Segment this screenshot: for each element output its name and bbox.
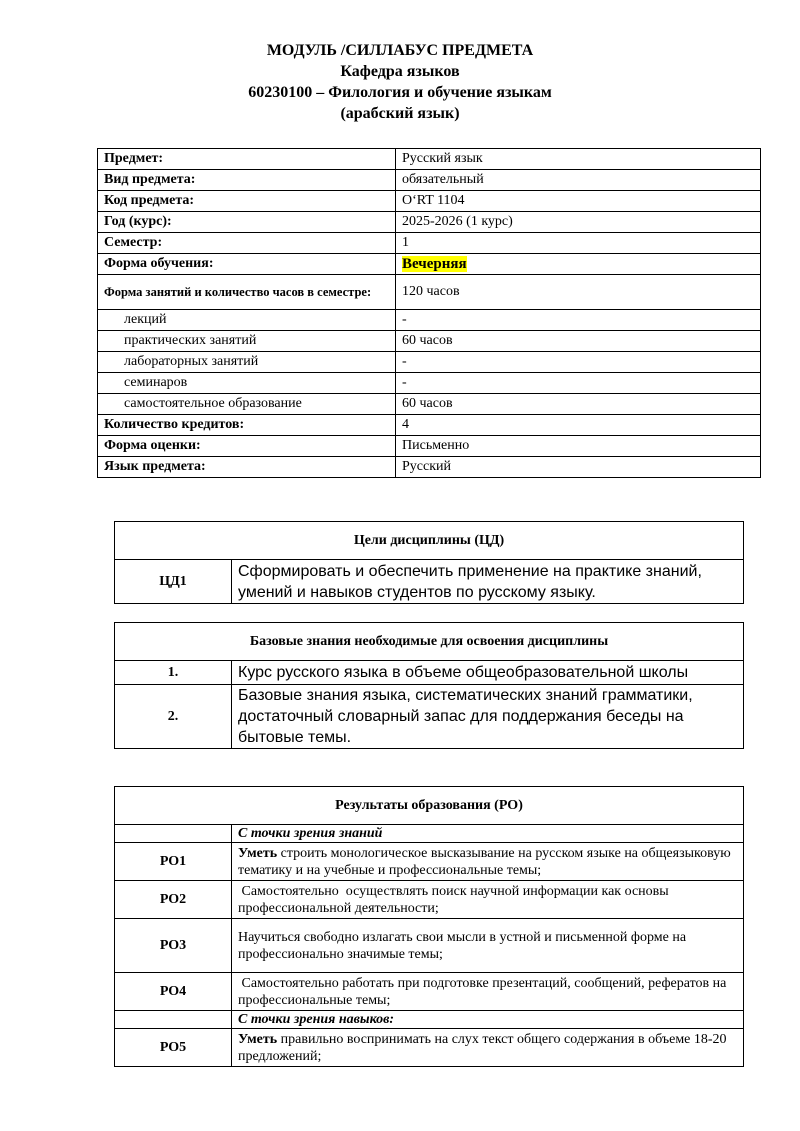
- info-value: -: [396, 310, 761, 331]
- outcome-number: РО1: [115, 843, 232, 881]
- table-row: [115, 881, 744, 919]
- base-knowledge-table: [114, 622, 744, 749]
- table-row: [115, 661, 744, 685]
- info-row: [98, 331, 761, 352]
- department-title: Кафедра языков: [340, 63, 460, 80]
- empty-cell: [115, 1011, 232, 1029]
- info-value: обязательный: [396, 170, 761, 191]
- table-header-row: [115, 787, 744, 825]
- table-header-row: [115, 623, 744, 661]
- info-value: Письменно: [396, 436, 761, 457]
- goals-title: Цели дисциплины (ЦД): [115, 522, 744, 560]
- outcome-bold-verb: Уметь: [238, 1031, 278, 1047]
- info-label: Год (курс):: [98, 212, 396, 233]
- info-value: [396, 254, 761, 275]
- info-label: лекций: [98, 310, 396, 331]
- category-knowledge: С точки зрения знаний: [232, 825, 744, 843]
- info-label: лабораторных занятий: [98, 352, 396, 373]
- outcome-text: [232, 843, 744, 881]
- info-value: -: [396, 352, 761, 373]
- outcome-text: Самостоятельно работать при подготовке презентаций, сообщений, рефератов на профессиональные темы;: [232, 973, 744, 1011]
- info-row: [98, 415, 761, 436]
- info-row: [98, 352, 761, 373]
- info-label: Предмет:: [98, 149, 396, 170]
- results-title: Результаты образования (РО): [115, 787, 744, 825]
- outcome-line: профессионально значимые темы;: [238, 946, 443, 962]
- learning-outcomes-table: [114, 786, 744, 1067]
- info-label: Код предмета:: [98, 191, 396, 212]
- info-row: [98, 170, 761, 191]
- outcome-number: РО3: [115, 919, 232, 973]
- outcome-bold-verb: Уметь: [238, 845, 278, 861]
- info-value: 2025-2026 (1 курс): [396, 212, 761, 233]
- info-label: Семестр:: [98, 233, 396, 254]
- outcome-number: РО5: [115, 1029, 232, 1067]
- info-row: [98, 254, 761, 275]
- base-number: 1.: [115, 661, 232, 685]
- info-label: практических занятий: [98, 331, 396, 352]
- info-value: 1: [396, 233, 761, 254]
- info-value: Русский язык: [396, 149, 761, 170]
- program-title: 60230100 – Филология и обучение языкам: [248, 84, 552, 101]
- table-row: [115, 973, 744, 1011]
- base-number: 2.: [115, 685, 232, 749]
- info-value: -: [396, 373, 761, 394]
- outcome-line: Научиться свободно излагать свои мысли в устной и письменной форме на: [238, 929, 687, 945]
- base-text: Курс русского языка в объеме общеобразовательной школы: [232, 661, 744, 685]
- base-title: Базовые знания необходимые для освоения дисциплины: [115, 623, 744, 661]
- info-label: Язык предмета:: [98, 457, 396, 478]
- info-label: самостоятельное образование: [98, 394, 396, 415]
- empty-cell: [115, 825, 232, 843]
- info-row: [98, 373, 761, 394]
- info-label: Вид предмета:: [98, 170, 396, 191]
- category-skills: С точки зрения навыков:: [232, 1011, 744, 1029]
- base-text: Базовые знания языка, систематических знаний грамматики, достаточный словарный запас для поддержания беседы на бытовые темы.: [232, 685, 744, 749]
- info-value: 120 часов: [396, 275, 761, 310]
- language-subtitle: (арабский язык): [340, 105, 460, 122]
- table-row: [115, 685, 744, 749]
- table-row: [115, 843, 744, 881]
- category-row: [115, 825, 744, 843]
- goals-table: [114, 521, 744, 604]
- outcome-number: РО4: [115, 973, 232, 1011]
- outcome-number: РО2: [115, 881, 232, 919]
- outcome-text: [232, 919, 744, 973]
- info-row: [98, 394, 761, 415]
- module-title: МОДУЛЬ /СИЛЛАБУС ПРЕДМЕТА: [266, 42, 534, 59]
- info-label: Форма занятий и количество часов в семестре:: [98, 275, 396, 310]
- info-row: [98, 233, 761, 254]
- info-label: Форма оценки:: [98, 436, 396, 457]
- goal-text: Сформировать и обеспечить применение на практике знаний, умений и навыков студентов по русскому языку.: [232, 560, 744, 604]
- info-row: [98, 457, 761, 478]
- info-label: Количество кредитов:: [98, 415, 396, 436]
- info-row: [98, 212, 761, 233]
- info-value: O‘RT 1104: [396, 191, 761, 212]
- info-row: [98, 275, 761, 310]
- subject-info-table: [97, 148, 761, 478]
- outcome-text: [232, 1029, 744, 1067]
- outcome-text: Самостоятельно осуществлять поиск научной информации как основы профессиональной деятельности;: [232, 881, 744, 919]
- goal-number: ЦД1: [115, 560, 232, 604]
- document-header: [0, 40, 800, 124]
- info-value: 60 часов: [396, 331, 761, 352]
- info-row: [98, 436, 761, 457]
- category-row: [115, 1011, 744, 1029]
- info-row: [98, 191, 761, 212]
- info-row: [98, 310, 761, 331]
- info-value: 4: [396, 415, 761, 436]
- table-header-row: [115, 522, 744, 560]
- table-row: [115, 919, 744, 973]
- info-label: семинаров: [98, 373, 396, 394]
- info-value: Русский: [396, 457, 761, 478]
- table-row: [115, 1029, 744, 1067]
- outcome-rest: строить монологическое высказывание на русском языке на общеязыковую тематику и на учебные и профессиональные темы;: [238, 845, 731, 878]
- info-value: 60 часов: [396, 394, 761, 415]
- highlighted-value: Вечерняя: [402, 255, 467, 272]
- table-row: [115, 560, 744, 604]
- info-label: Форма обучения:: [98, 254, 396, 275]
- info-row: [98, 149, 761, 170]
- outcome-rest: правильно воспринимать на слух текст общего содержания в объеме 18-20 предложений;: [238, 1031, 727, 1064]
